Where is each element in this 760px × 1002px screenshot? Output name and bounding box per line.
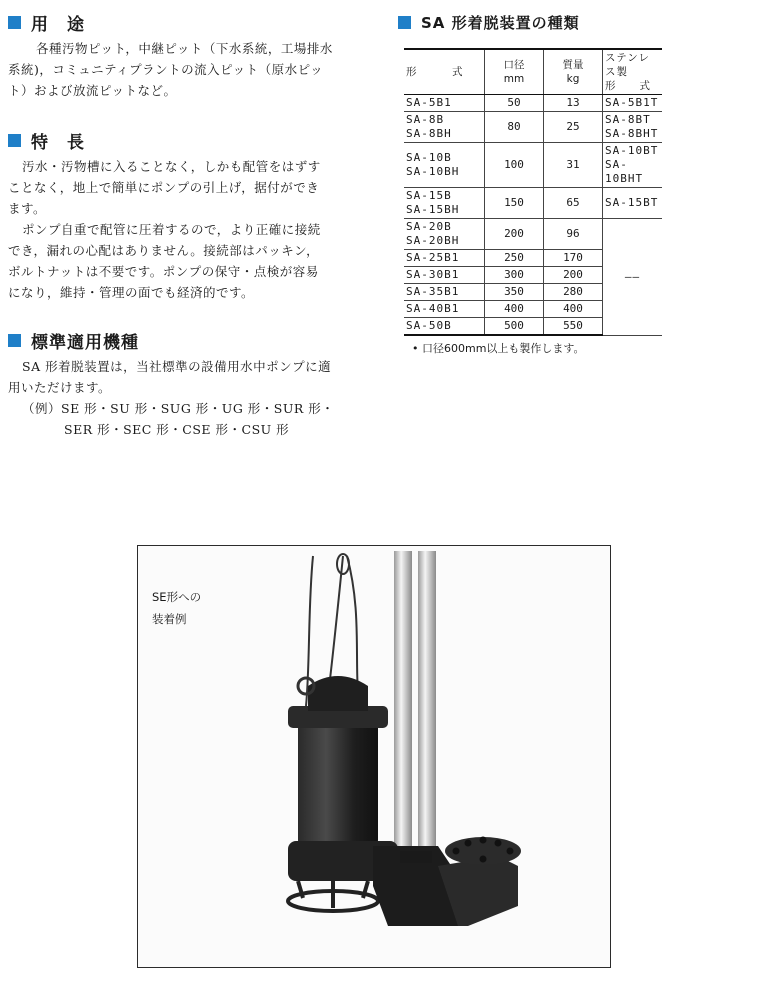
standard-heading xyxy=(8,328,139,353)
features-paragraph xyxy=(8,156,368,303)
text-line: ことなく，地上で簡単にポンプの引上げ，据付ができ xyxy=(8,180,320,195)
cell-mass: 25 xyxy=(544,112,603,143)
cell-model: SA-5B1 xyxy=(404,95,485,112)
pump-motor xyxy=(298,716,378,846)
guide-pipe xyxy=(418,551,436,871)
caption-line: 装着例 xyxy=(152,612,187,626)
cell-stainless: SA-8BT SA-8BHT xyxy=(603,112,663,143)
text-line: 各種汚物ピット，中継ピット（下水系統，工場排水 xyxy=(36,41,333,56)
table-heading xyxy=(398,12,580,33)
cell-diameter: 200 xyxy=(485,219,544,250)
usage-heading xyxy=(8,10,85,35)
usage-heading-text: 用 途 xyxy=(31,15,85,35)
caption-line: SE形への xyxy=(152,590,202,604)
cell-diameter: 250 xyxy=(485,250,544,267)
cell-diameter: 500 xyxy=(485,318,544,336)
cell-diameter: 50 xyxy=(485,95,544,112)
cell-diameter: 80 xyxy=(485,112,544,143)
cell-mass: 550 xyxy=(544,318,603,336)
cell-stainless: SA-10BT SA-10BHT xyxy=(603,143,663,188)
cell-model: SA-30B1 xyxy=(404,267,485,284)
cell-stainless: SA-5B1T xyxy=(603,95,663,112)
header-mass-unit: kg xyxy=(566,73,580,85)
cell-stainless: SA-15BT xyxy=(603,188,663,219)
square-bullet-icon xyxy=(8,16,21,29)
cell-mass: 96 xyxy=(544,219,603,250)
cell-model: SA-35B1 xyxy=(404,284,485,301)
table-row xyxy=(404,112,662,143)
standard-paragraph xyxy=(8,356,368,440)
cell-diameter: 350 xyxy=(485,284,544,301)
cell-model: SA-40B1 xyxy=(404,301,485,318)
cell-mass: 13 xyxy=(544,95,603,112)
cell-mass: 65 xyxy=(544,188,603,219)
table-row xyxy=(404,95,662,112)
cell-mass: 400 xyxy=(544,301,603,318)
square-bullet-icon xyxy=(8,134,21,147)
cell-mass: 170 xyxy=(544,250,603,267)
text-line: （例）SE 形・SU 形・SUG 形・UG 形・SUR 形・ xyxy=(22,401,335,416)
text-line: ト）および放流ピットなど。 xyxy=(8,83,177,98)
cell-diameter: 150 xyxy=(485,188,544,219)
text-line: 系統)，コミュニティプラントの流入ピット（原水ピッ xyxy=(8,62,324,77)
header-model: 形 式 xyxy=(404,49,485,95)
cell-mass: 31 xyxy=(544,143,603,188)
table-header-row xyxy=(404,49,662,95)
header-stainless-sub: 形 式 xyxy=(605,80,651,92)
text-line: ます。 xyxy=(8,201,47,216)
cell-diameter: 300 xyxy=(485,267,544,284)
usage-paragraph xyxy=(8,38,368,101)
cell-diameter: 100 xyxy=(485,143,544,188)
guide-pipe xyxy=(394,551,412,871)
text-line: 汚水・汚物槽に入ることなく，しかも配管をはずす xyxy=(22,159,321,174)
cell-mass: 200 xyxy=(544,267,603,284)
table-row xyxy=(404,143,662,188)
cell-model: SA-8B SA-8BH xyxy=(404,112,485,143)
cell-model: SA-25B1 xyxy=(404,250,485,267)
cell-model: SA-20B SA-20BH xyxy=(404,219,485,250)
product-photo xyxy=(137,545,611,968)
header-mass xyxy=(544,49,603,95)
standard-heading-text: 標準適用機種 xyxy=(31,333,139,353)
cell-mass: 280 xyxy=(544,284,603,301)
features-heading xyxy=(8,128,85,153)
text-line: 用いただけます。 xyxy=(8,380,112,395)
text-line: になり，維持・管理の面でも経済的です。 xyxy=(8,285,255,300)
header-mass-label: 質量 xyxy=(562,59,584,71)
cell-model: SA-15B SA-15BH xyxy=(404,188,485,219)
header-diameter-unit: mm xyxy=(503,73,525,85)
text-line: ポンプ自重で配管に圧着するので，より正確に接続 xyxy=(22,222,321,237)
spec-table xyxy=(404,48,662,336)
text-line: SER 形・SEC 形・CSE 形・CSU 形 xyxy=(64,422,290,437)
table-row xyxy=(404,188,662,219)
table-row xyxy=(404,219,662,250)
text-line: でき，漏れの心配はありません。接続部はパッキン， xyxy=(8,243,320,258)
square-bullet-icon xyxy=(398,16,411,29)
header-diameter-label: 口径 xyxy=(503,59,525,71)
pump-illustration xyxy=(138,546,610,967)
cell-model: SA-50B xyxy=(404,318,485,336)
header-stainless-label: ステンレス製 xyxy=(605,52,651,78)
cell-model: SA-10B SA-10BH xyxy=(404,143,485,188)
table-heading-text: SA 形着脱装置の種類 xyxy=(421,14,580,32)
table-note: • 口径600mm以上も製作します。 xyxy=(412,342,585,355)
table-body xyxy=(404,95,662,336)
header-diameter xyxy=(485,49,544,95)
text-line: SA 形着脱装置は，当社標準の設備用水中ポンプに適 xyxy=(22,359,332,374)
header-stainless xyxy=(603,49,663,95)
cell-stainless-dash: —— xyxy=(603,219,663,336)
text-line: ボルトナットは不要です。ポンプの保守・点検が容易 xyxy=(8,264,319,279)
cell-diameter: 400 xyxy=(485,301,544,318)
square-bullet-icon xyxy=(8,334,21,347)
features-heading-text: 特 長 xyxy=(31,133,85,153)
